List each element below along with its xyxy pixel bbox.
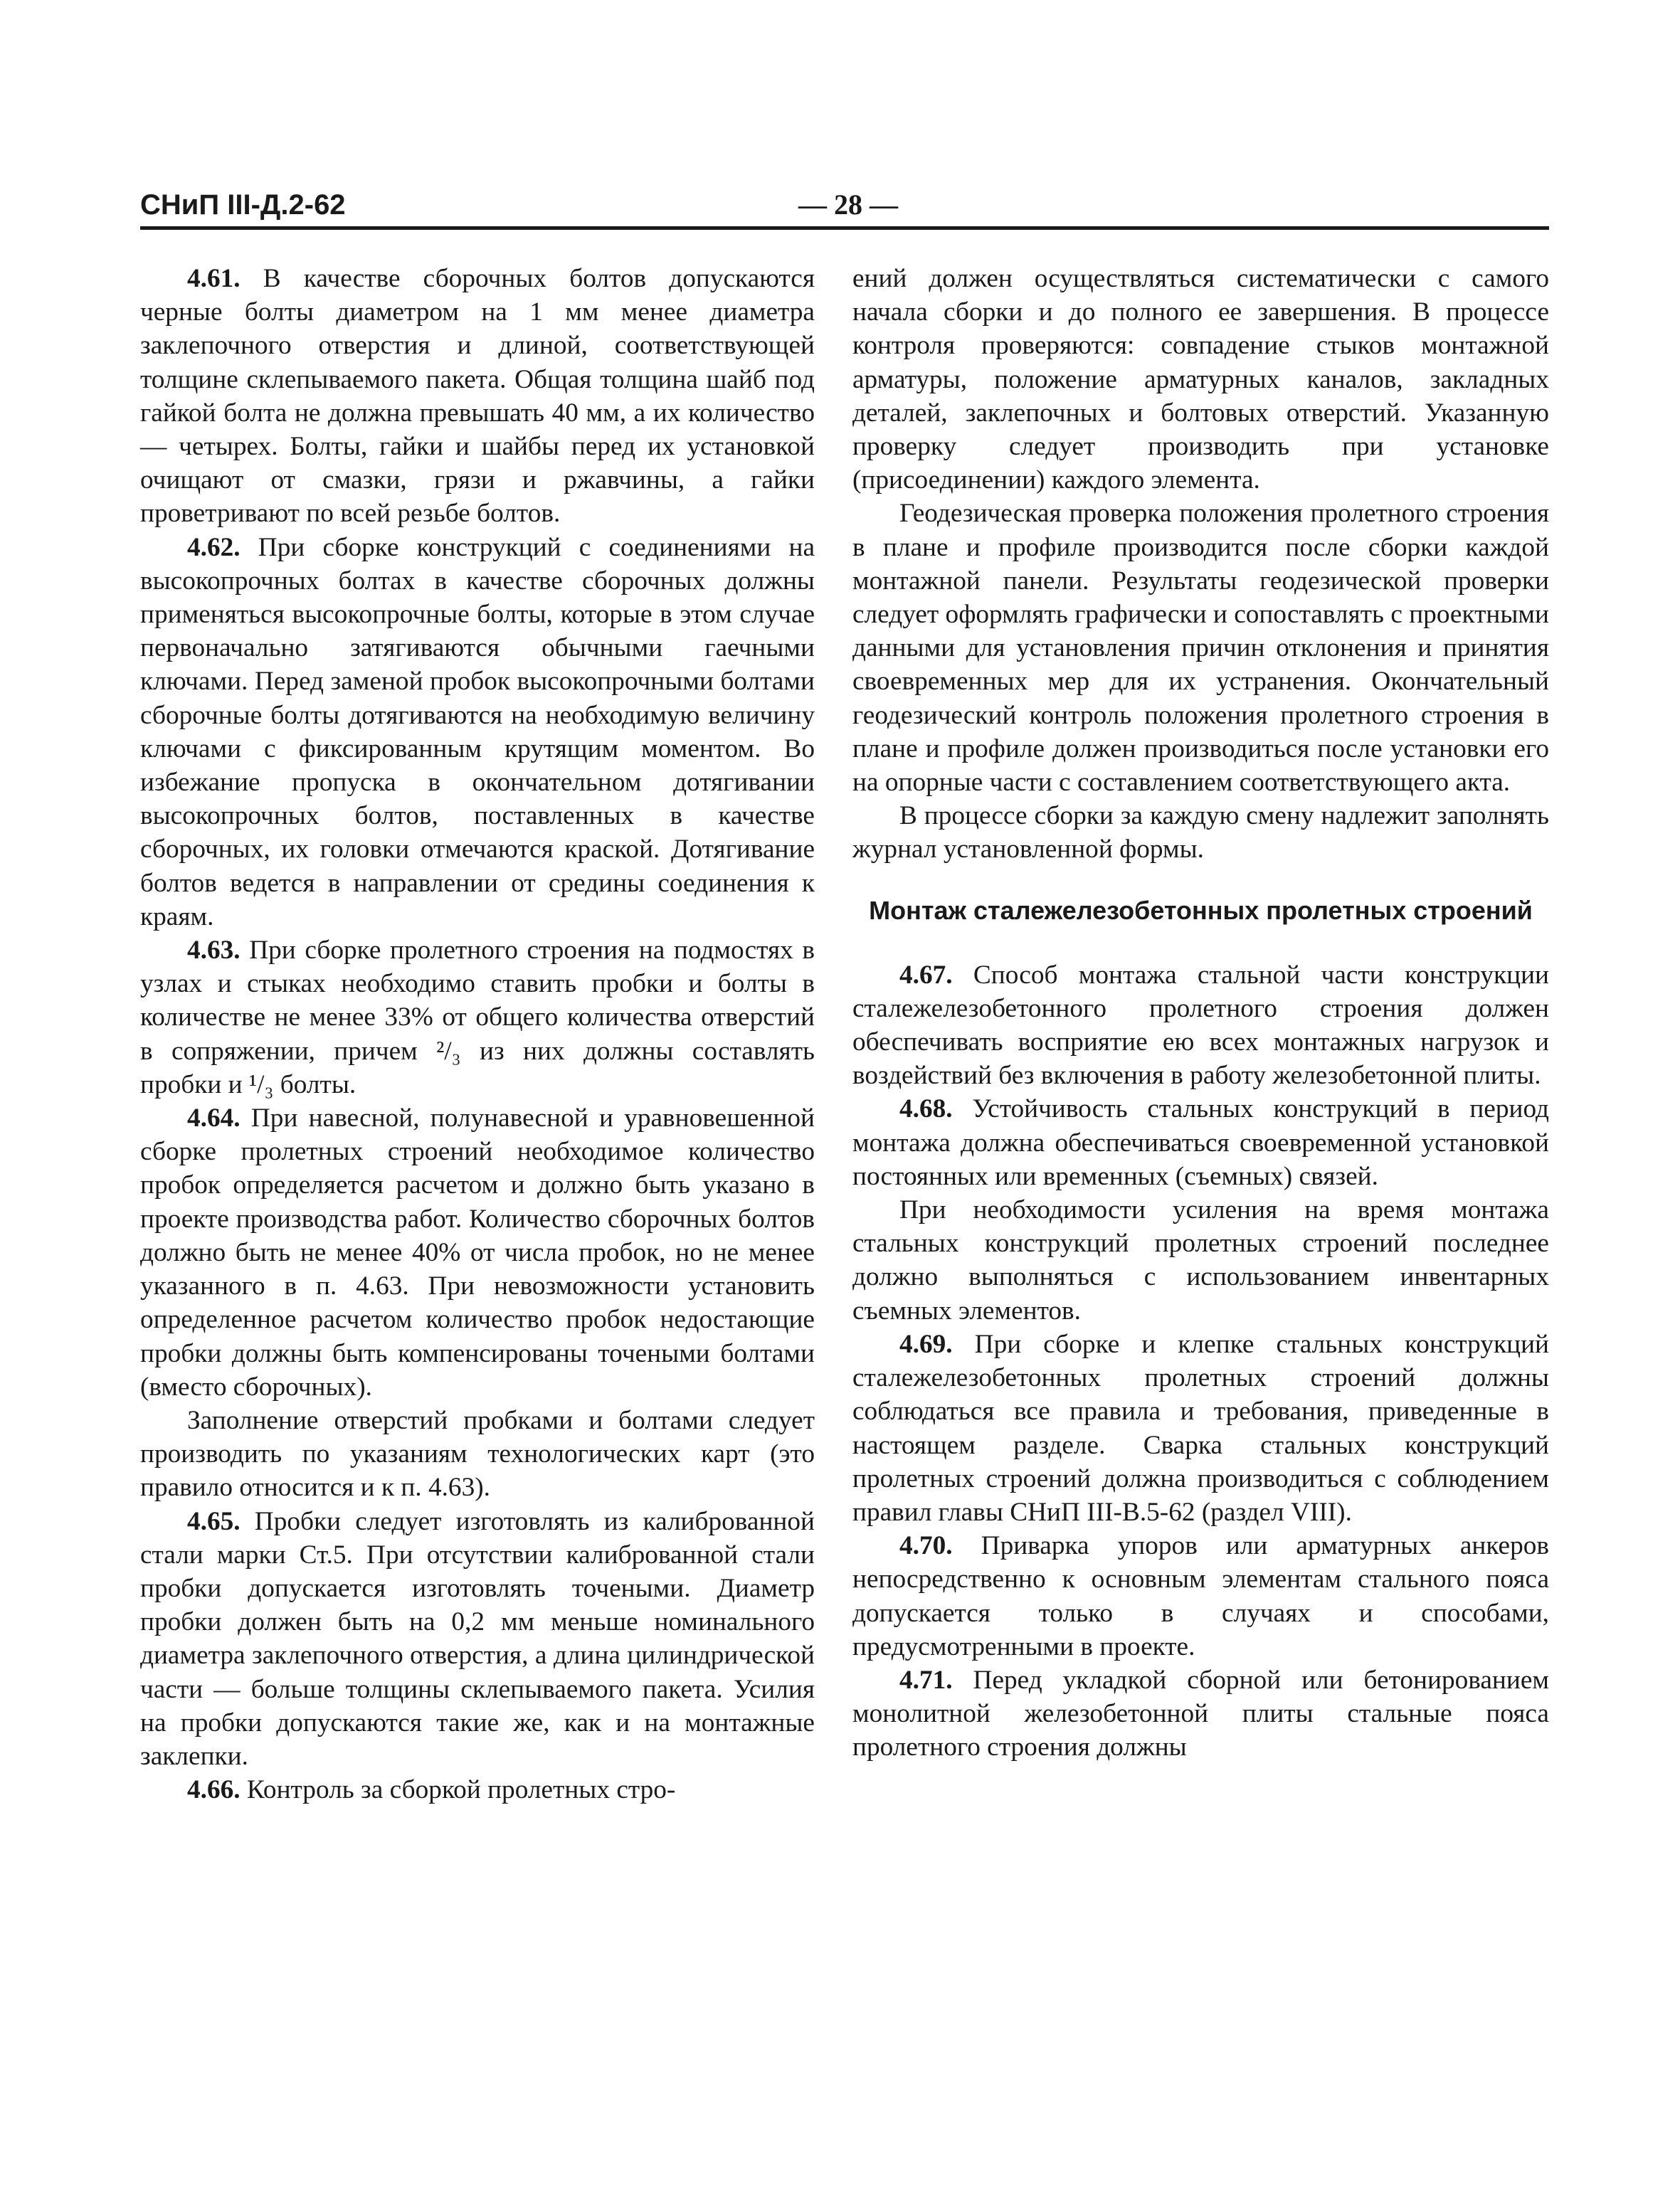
paragraph-text: При сборке конструкций с соединениями на высокопрочных болтах в качестве сборочных должны применяться высокопрочные болты, которые в этом случае первоначально затягиваются обычными гаечными ключами. Перед заменой пробок высокопрочными болтами сборочные болты дотягиваются на необходимую величину ключами с фиксированным крутящим моментом. Во избежание пропуска в окончательном дотягивании высокопрочных болтов, поставленных в качестве сборочных, их головки отмечаются краской. Дотягивание болтов ведется в направлении от средины соединения к краям. xyxy=(140,532,815,931)
paragraph-text: ений должен осуществляться систематически с самого начала сборки и до полного ее завершения. В процессе контроля проверяются: совпадение стыков монтажной арматуры, положение арматурных каналов, закладных деталей, заклепочных и болтовых отверстий. Указанную проверку следует производить при установке (присоединении) каждого элемента. xyxy=(852,264,1549,495)
paragraph xyxy=(140,262,815,531)
paragraph-text: Устойчивость стальных конструкций в период монтажа должна обеспечиваться своевременной установкой постоянных или временных (съемных) связей. xyxy=(852,1094,1549,1191)
paragraph xyxy=(140,1773,815,1806)
paragraph-text: В процессе сборки за каждую смену надлежит заполнять журнал установленной формы. xyxy=(852,801,1549,864)
paragraph xyxy=(140,1404,815,1505)
page-number: — 28 — xyxy=(798,189,898,221)
right-column xyxy=(852,262,1549,1765)
clause-number: 4.70. xyxy=(899,1531,953,1561)
paragraph xyxy=(852,1092,1549,1193)
paragraph xyxy=(140,1505,815,1774)
paragraph-text: При сборке пролетного строения на подмостях в узлах и стыках необходимо ставить пробки и болты в количестве не менее 33% от общего количества отверстий в сопряжении, причем ²/₃ из них должны составлять пробки и ¹/₃ болты. xyxy=(140,936,815,1099)
paragraph xyxy=(852,1663,1549,1765)
paragraph xyxy=(852,799,1549,866)
paragraph-text: При сборке и клепке стальных конструкций сталежелезобетонных пролетных строений должны соблюдаться все правила и требования, приведенные в настоящем разделе. Сварка стальных конструкций пролетных строений должна производиться с соблюдением правил главы СНиП III-В.5-62 (раздел VIII). xyxy=(852,1329,1549,1527)
clause-number: 4.64. xyxy=(187,1104,241,1133)
paragraph-text: Способ монтажа стальной части конструкции сталежелезобетонного пролетного строения должен обеспечивать восприятие ею всех монтажных нагрузок и воздействий без включения в работу железобетонной плиты. xyxy=(852,960,1549,1091)
paragraph-text: Контроль за сборкой пролетных стро- xyxy=(240,1775,676,1805)
clause-number: 4.66. xyxy=(187,1775,241,1805)
header-rule xyxy=(140,226,1549,230)
paragraph-text: При необходимости усиления на время монтажа стальных конструкций пролетных строений последнее должно выполняться с использованием инвентарных съемных элементов. xyxy=(852,1195,1549,1326)
clause-number: 4.63. xyxy=(187,936,241,965)
paragraph-text: Перед укладкой сборной или бетонированием монолитной железобетонной плиты стальные пояса пролетного строения должны xyxy=(852,1665,1549,1762)
paragraph-text: При навесной, полунавесной и уравновешенной сборке пролетных строений необходимое количество пробок определяется расчетом и должно быть указано в проекте производства работ. Количество сборочных болтов должно быть не менее 40% от числа пробок, но не менее указанного в п. 4.63. При невозможности установить определенное расчетом количество пробок недостающие пробки должны быть компенсированы точеными болтами (вместо сборочных). xyxy=(140,1104,815,1402)
clause-number: 4.61. xyxy=(187,264,241,293)
paragraph-text: В качестве сборочных болтов допускаются черные болты диаметром на 1 мм менее диаметра заклепочного отверстия и длиной, соответствующей толщине склепываемого пакета. Общая толщина шайб под гайкой болта не должна превышать 40 мм, а их количество — четырех. Болты, гайки и шайбы перед их установкой очищают от смазки, грязи и ржавчины, а гайки проветривают по всей резьбе болтов. xyxy=(140,264,815,529)
paragraph xyxy=(140,531,815,933)
paragraph xyxy=(852,1193,1549,1328)
section-heading: Монтаж сталежелезобетонных пролетных строений xyxy=(869,895,1533,925)
clause-number: 4.67. xyxy=(899,960,953,990)
paragraph xyxy=(852,1529,1549,1663)
left-column xyxy=(140,262,815,1806)
paragraph xyxy=(852,262,1549,497)
paragraph xyxy=(852,1328,1549,1529)
paragraph-text: Приварка упоров или арматурных анкеров непосредственно к основным элементам стального пояса допускается только в случаях и способами, предусмотренными в проекте. xyxy=(852,1531,1549,1661)
paragraph xyxy=(140,1101,815,1404)
document-code: СНиП III-Д.2-62 xyxy=(140,189,346,221)
paragraph-text: Заполнение отверстий пробками и болтами следует производить по указаниям технологических карт (это правило относится и к п. 4.63). xyxy=(140,1405,815,1503)
paragraph xyxy=(852,497,1549,799)
clause-number: 4.62. xyxy=(187,532,241,562)
paragraph xyxy=(852,958,1549,1093)
clause-number: 4.68. xyxy=(899,1094,953,1124)
clause-number: 4.71. xyxy=(899,1665,953,1695)
paragraph-text: Геодезическая проверка положения пролетного строения в плане и профиле производится после сборки каждой монтажной панели. Результаты геодезической проверки следует оформлять графически и сопоставлять с проектными данными для установления причин отклонения и принятия своевременных мер для их устранения. Окончательный геодезический контроль положения пролетного строения в плане и профиле должен производиться после установки его на опорные части с составлением соответствующего акта. xyxy=(852,499,1549,798)
clause-number: 4.69. xyxy=(899,1329,953,1359)
paragraph xyxy=(140,933,815,1101)
clause-number: 4.65. xyxy=(187,1506,241,1536)
paragraph-text: Пробки следует изготовлять из калиброванной стали марки Ст.5. При отсутствии калиброванной стали пробки допускается изготовлять точеными. Диаметр пробки должен быть на 0,2 мм меньше номинального диаметра заклепочного отверстия, а длина цилиндрической части — больше толщины склепываемого пакета. Усилия на пробки допускаются такие же, как и на монтажные заклепки. xyxy=(140,1506,815,1771)
